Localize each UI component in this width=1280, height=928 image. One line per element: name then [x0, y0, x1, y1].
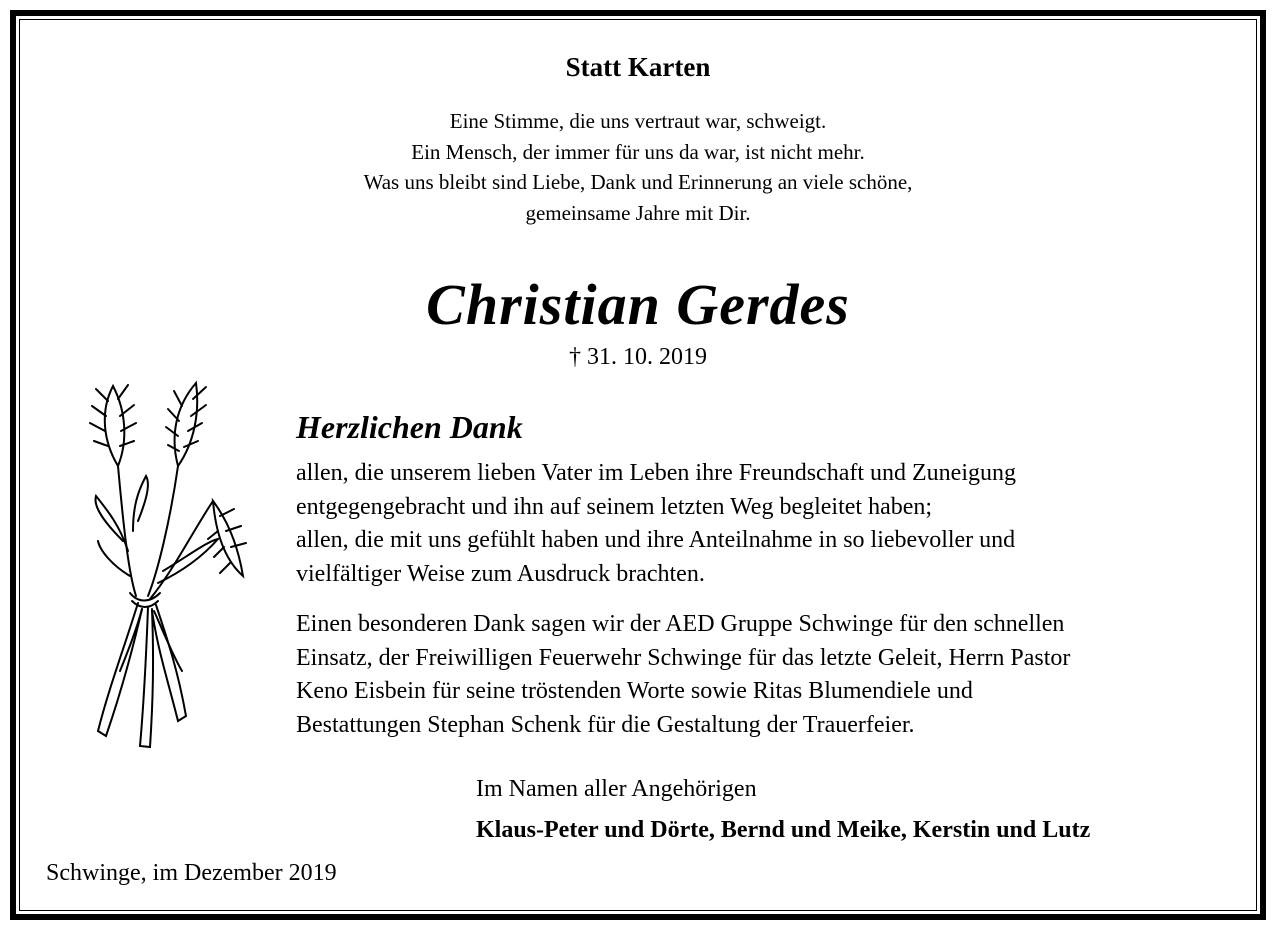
notice-frame	[10, 10, 1266, 920]
notice-heading: Statt Karten	[565, 52, 711, 82]
thanks-paragraph-2	[296, 608, 1256, 742]
paragraph-line: allen, die unserem lieben Vater im Leben ihre Freundschaft und Zuneigung	[296, 460, 1016, 486]
paragraph-line: Einen besonderen Dank sagen wir der AED Gruppe Schwinge für den schnellen	[296, 611, 1065, 637]
paragraph-line: entgegengebracht und ihn auf seinem letzten Weg begleitet haben;	[296, 493, 933, 520]
verse-line: Was uns bleibt sind Liebe, Dank und Erinnerung an viele schöne,	[363, 170, 913, 194]
thanks-paragraph-1	[296, 457, 1256, 591]
wheat-bundle-icon	[78, 371, 248, 756]
family-names: Klaus-Peter und Dörte, Bernd und Meike, Kerstin und Lutz	[476, 817, 1091, 843]
paragraph-line: Bestattungen Stephan Schenk für die Gestaltung der Trauerfeier.	[296, 711, 915, 738]
place-date: Schwinge, im Dezember 2019	[46, 860, 337, 886]
on-behalf-line: Im Namen aller Angehörigen	[476, 776, 757, 802]
verse-line: Ein Mensch, der immer für uns da war, ist nicht mehr.	[411, 139, 865, 164]
paragraph-line: Keno Eisbein für seine tröstenden Worte sowie Ritas Blumendiele und	[296, 678, 973, 704]
deceased-name: Christian Gerdes	[426, 272, 850, 337]
death-date: † 31. 10. 2019	[569, 344, 707, 370]
verse-line: gemeinsame Jahre mit Dir.	[525, 200, 751, 225]
paragraph-line: vielfältiger Weise zum Ausdruck brachten.	[296, 560, 705, 587]
paragraph-line: allen, die mit uns gefühlt haben und ihre Anteilnahme in so liebevoller und	[296, 527, 1016, 553]
memorial-verse	[16, 106, 1260, 228]
paragraph-line: Einsatz, der Freiwilligen Feuerwehr Schwinge für das letzte Geleit, Herrn Pastor	[296, 644, 1071, 671]
thanks-title: Herzlichen Dank	[296, 409, 523, 445]
verse-line: Eine Stimme, die uns vertraut war, schweigt.	[449, 109, 827, 133]
